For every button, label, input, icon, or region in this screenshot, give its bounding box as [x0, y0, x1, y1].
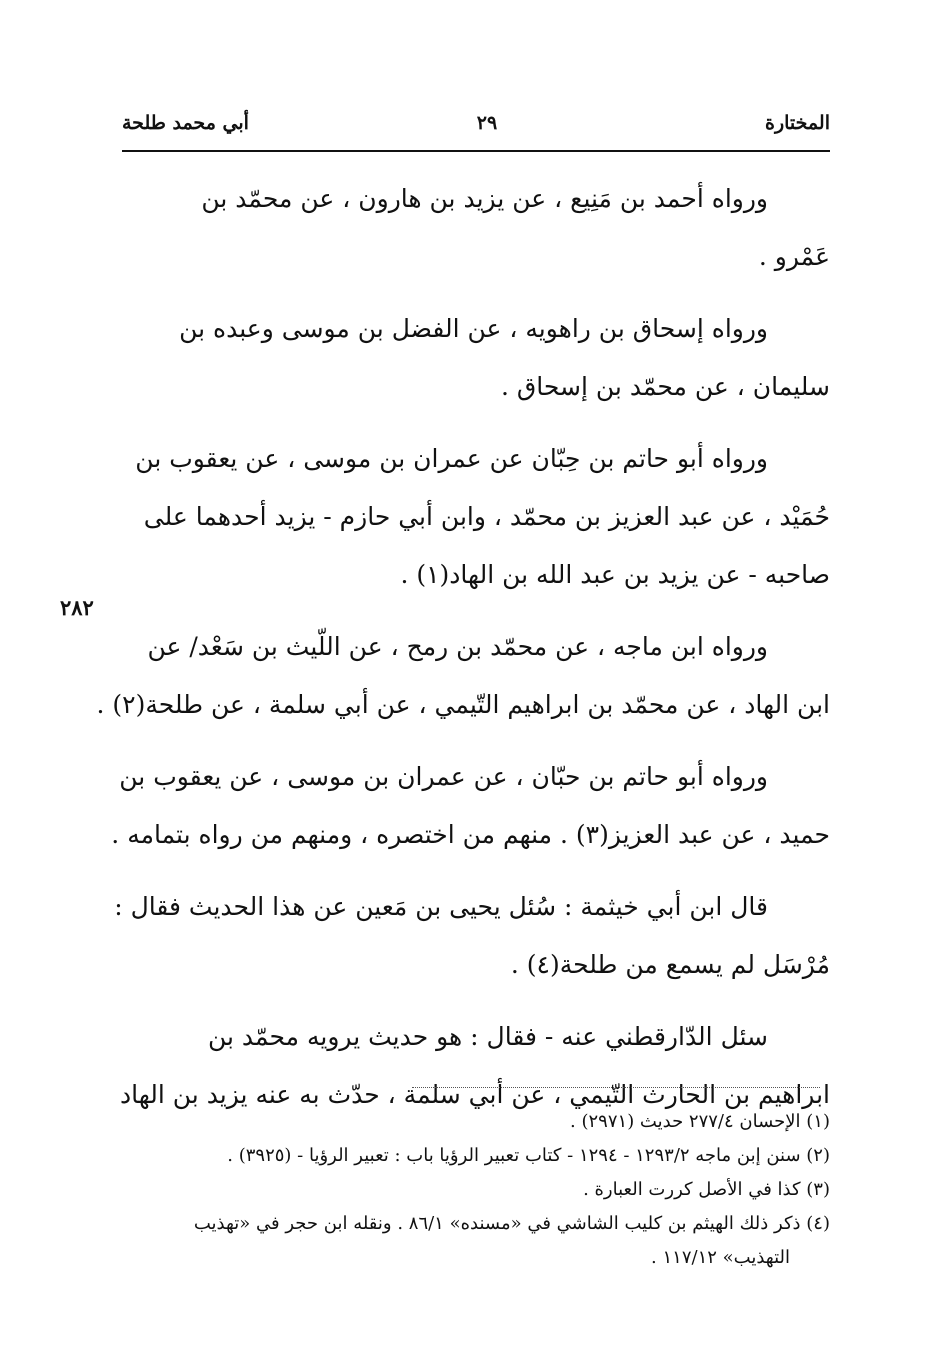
text-line: صاحبه - عن يزيد بن عبد الله بن الهاد(١) .: [400, 560, 830, 589]
paragraph: [122, 300, 830, 416]
section-title: أبي محمد طلحة: [122, 112, 249, 134]
text-line: ورواه أحمد بن مَنِيع ، عن يزيد بن هارون ، عن محمّد بن: [201, 184, 768, 213]
footnote: (١) الإحسان ٢٧٧/٤ حديث (٢٩٧١) .: [570, 1111, 830, 1132]
text-line: قال ابن أبي خيثمة : سُئل يحيى بن مَعين عن هذا الحديث فقال :: [114, 892, 768, 921]
paragraph: [122, 430, 830, 604]
main-text: [96, 170, 830, 1138]
page-number: ٢٩: [476, 112, 498, 134]
paragraph: [96, 618, 830, 734]
book-title: المختارة: [765, 112, 830, 134]
footnote: (٤) ذكر ذلك الهيثم بن كليب الشاشي في «مسنده» ٨٦/١ . ونقله ابن حجر في «تهذيب: [193, 1213, 830, 1234]
text-line: ورواه إسحاق بن راهويه ، عن الفضل بن موسى وعبده بن: [179, 314, 768, 343]
text-line: سليمان ، عن محمّد بن إسحاق .: [501, 372, 830, 401]
footnote-separator: [412, 1087, 820, 1088]
text-line: عَمْرو .: [758, 242, 830, 271]
text-line: ورواه ابن ماجه ، عن محمّد بن رمح ، عن اللّيث بن سَعْد/ عن: [147, 632, 768, 661]
text-line: سئل الدّارقطني عنه - فقال : هو حديث يرويه محمّد بن: [207, 1022, 768, 1051]
text-line: حُمَيْد ، عن عبد العزيز بن محمّد ، وابن أبي حازم - يزيد أحدهما على: [143, 502, 830, 531]
text-line: ورواه أبو حاتم بن حبّان ، عن عمران بن موسى ، عن يعقوب بن: [119, 762, 768, 791]
paragraph: [114, 878, 830, 994]
footnote: (٣) كذا في الأصل كررت العبارة .: [583, 1179, 830, 1200]
paragraph: [111, 748, 830, 864]
footnote-continuation: التهذيب» ١١٧/١٢ .: [651, 1247, 790, 1268]
paragraph: [122, 170, 830, 286]
text-line: ابراهيم بن الحارث التّيمي ، عن أبي سلمة ، حدّث به عنه يزيد بن الهاد: [119, 1080, 830, 1109]
text-line: ورواه أبو حاتم بن حِبّان عن عمران بن موسى ، عن يعقوب بن: [135, 444, 768, 473]
margin-page-number: ٢٨٢: [60, 595, 94, 620]
header-rule: [122, 150, 830, 152]
text-line: ابن الهاد ، عن محمّد بن ابراهيم التّيمي ، عن أبي سلمة ، عن طلحة(٢) .: [96, 690, 830, 719]
footnotes: [122, 1105, 830, 1275]
footnote: (٢) سنن إبن ماجه ١٢٩٣/٢ - ١٢٩٤ - كتاب تعبير الرؤيا باب : تعبير الرؤيا - (٣٩٢٥) .: [227, 1145, 830, 1166]
running-header: [122, 108, 830, 148]
text-line: مُرْسَل لم يسمع من طلحة(٤) .: [510, 950, 830, 979]
text-line: حميد ، عن عبد العزيز(٣) . منهم من اختصره ، ومنهم من رواه بتمامه .: [111, 820, 830, 849]
